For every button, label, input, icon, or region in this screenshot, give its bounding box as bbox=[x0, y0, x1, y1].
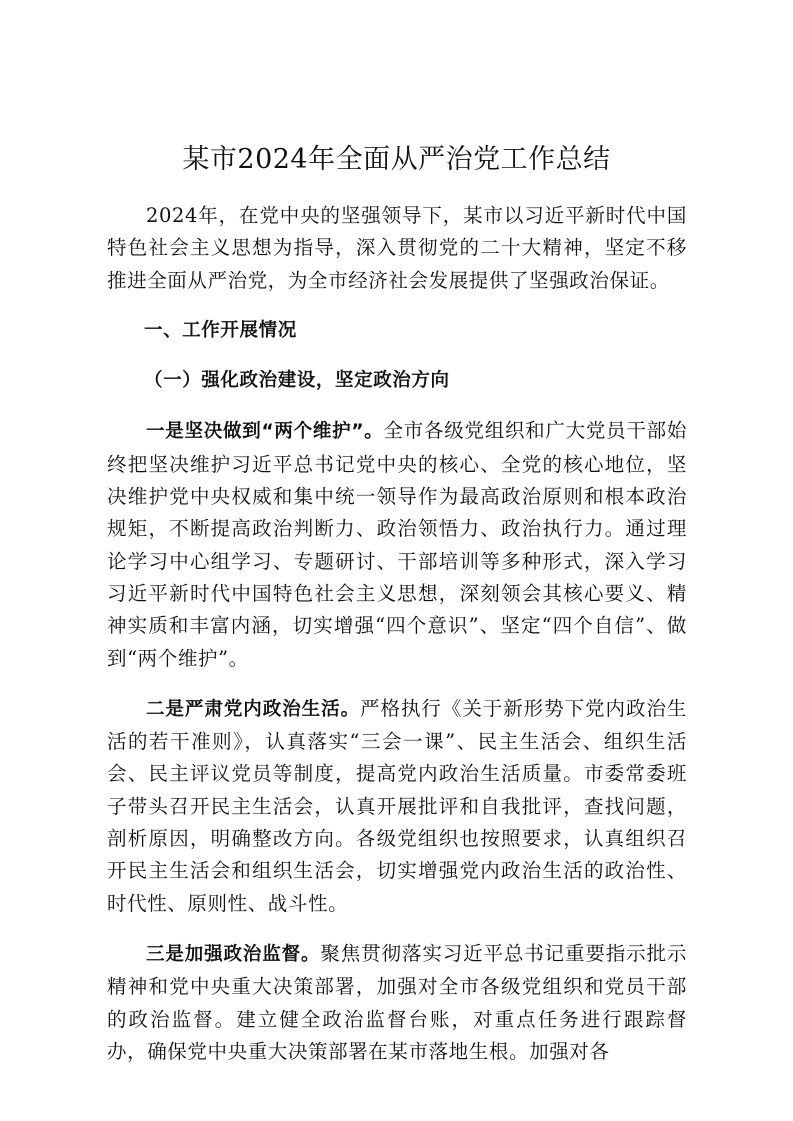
item-text: 聚焦贯彻落实习近平总书记重要指示批示精神和党中央重大决策部署，加强对全市各级党组织和党员干部的政治监督。建立健全政治监督台账，对重点任务进行跟踪督办，确保党中央重大决策部署在某市落地生根。加强对各 bbox=[107, 941, 687, 1063]
intro-paragraph: 2024年，在党中央的坚强领导下，某市以习近平新时代中国特色社会主义思想为指导，深入贯彻党的二十大精神，坚定不移推进全面从严治党，为全市经济社会发展提供了坚强政治保证。 bbox=[107, 204, 687, 292]
item-text: 全市各级党组织和广大党员干部始终把坚决维护习近平总书记党中央的核心、全党的核心地位，坚决维护党中央权威和集中统一领导作为最高政治原则和根本政治规矩，不断提高政治判断力、政治领悟力、政治执行力。通过理论学习中心组学习、专题研讨、干部培训等多种形式，深入学习习近平新时代中国特色社会主义思想，深刻领会其核心要义、精神实质和丰富内涵，切实增强“四个意识”、坚定“四个自信”、做到“两个维护”。 bbox=[107, 419, 687, 670]
item-text: 严格执行《关于新形势下党内政治生活的若干准则》，认真落实“三会一课”、民主生活会、组织生活会、民主评议党员等制度，提高党内政治生活质量。市委常委班子带头召开民主生活会，认真开展批评和自我批评，查找问题，剖析原因，明确整改方向。各级党组织也按照要求，认真组织召开民主生活会和组织生活会，切实增强党内政治生活的政治性、时代性、原则性、战斗性。 bbox=[107, 696, 687, 915]
document-body bbox=[107, 200, 687, 1086]
item-lead: 二是严肃党内政治生活。 bbox=[146, 698, 361, 720]
item-paragraph-1 bbox=[107, 415, 687, 674]
document-title: 某市2024年全面从严治党工作总结 bbox=[182, 144, 611, 175]
subsection-heading: （一）强化政治建设，坚定政治方向 bbox=[144, 370, 450, 392]
item-lead: 一是坚决做到“两个维护”。 bbox=[146, 421, 384, 443]
section-heading: 一、工作开展情况 bbox=[144, 319, 297, 341]
item-lead: 三是加强政治监督。 bbox=[146, 943, 321, 965]
item-paragraph-2 bbox=[107, 693, 687, 920]
item-paragraph-3 bbox=[107, 938, 687, 1068]
